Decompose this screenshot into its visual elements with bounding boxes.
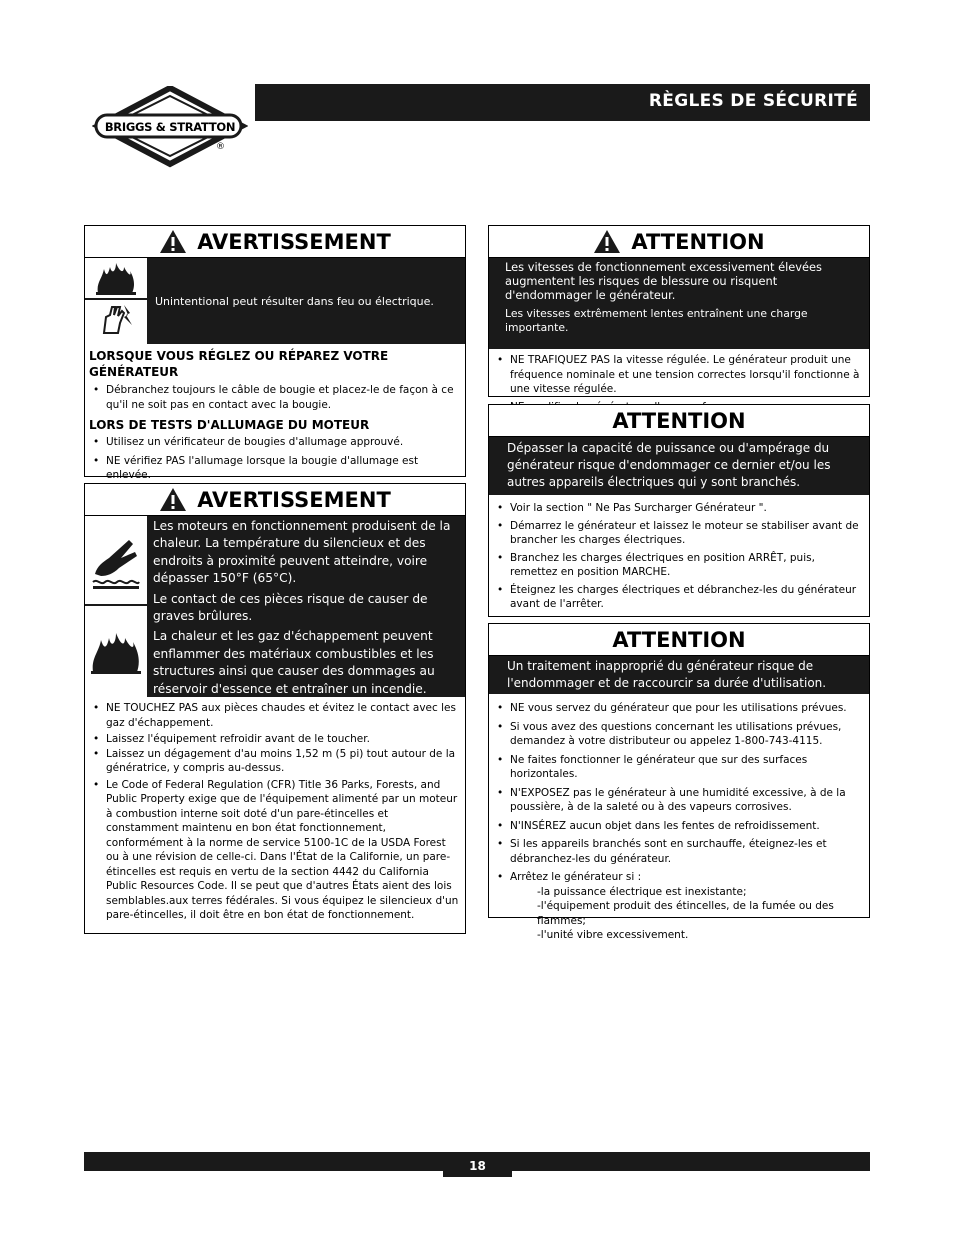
brand-name: BRIGGS & STRATTON [104, 120, 236, 134]
caution-title: ATTENTION [612, 627, 746, 652]
warning-triangle-icon [159, 487, 187, 512]
caution-hazard-panel [489, 437, 869, 495]
list-item: • Si les appareils branchés sont en surchauffe, éteignez-les et débranchez-les du générateur. [493, 837, 865, 866]
caution-hazard-panel [489, 656, 869, 694]
page-number: 18 [443, 1152, 512, 1177]
hazard-paragraph: Les vitesses de fonctionnement excessivement élevées augmentent les risques de blessure ou risquent d'endommager le générateur. [505, 260, 822, 302]
list-item: • NE vérifiez PAS l'allumage lorsque la bougie d'allumage est enlevée. [89, 454, 461, 483]
warning-title-bar [85, 226, 465, 258]
brand-logo [92, 86, 248, 168]
list-item: • Laissez un dégagement d'au moins 1,52 m (5 pi) tout autour de la génératrice, y compris au-dessus. [89, 747, 461, 776]
caution-box-speed [488, 225, 870, 397]
fire-icon [85, 258, 149, 300]
list-item: • NE TRAFIQUEZ PAS la vitesse régulée. Le générateur produit une fréquence nominale et une tension correctes lorsqu'il fonctionne à une vitesse régulée. [493, 353, 865, 397]
bullet-list [89, 383, 461, 412]
caution-title-bar [489, 226, 869, 258]
list-item: • N'INSÉREZ aucun objet dans les fentes de refroidissement. [493, 819, 865, 834]
list-item: • Laissez l'équipement refroidir avant de le toucher. [89, 732, 461, 747]
warning-title: AVERTISSEMENT [197, 229, 391, 254]
bullet-list [489, 495, 869, 612]
warning-box-heat [84, 483, 466, 934]
hazard-paragraph: Un traitement inapproprié du générateur risque de l'endommager et de raccourcir sa durée d'utilisation. [507, 659, 827, 690]
warning-hazard-panel [85, 258, 465, 344]
caution-title-bar [489, 624, 869, 656]
caution-title-bar [489, 405, 869, 437]
sub-item: -l'unité vibre excessivement. [537, 929, 689, 941]
list-item: • Branchez les charges électriques en position ARRÊT, puis, remettez en position MARCHE. [493, 551, 865, 580]
list-item: • Débranchez toujours le câble de bougie et placez-le de façon à ce qu'il ne soit pas en contact avec la bougie. [89, 383, 461, 412]
caution-title: ATTENTION [631, 229, 765, 254]
hazard-paragraph: Les moteurs en fonctionnement produisent de la chaleur. La température du silencieux et des endroits à proximité peuvent atteindre, voire dépasser 150°F (65°C). [153, 519, 451, 586]
list-item: • Utilisez un vérificateur de bougies d'allumage approuvé. [89, 435, 461, 450]
caution-box-overload [488, 404, 870, 617]
bullet-list [85, 697, 465, 923]
list-item: • Éteignez les charges électriques et débranchez-les du générateur avant de l'arrêter. [493, 583, 865, 612]
hazard-paragraph: Les vitesses extrêmement lentes entraînent une charge importante. [505, 307, 808, 334]
list-item: • Ne faites fonctionner le générateur que sur des surfaces horizontales. [493, 753, 865, 782]
hazard-message: Unintentional peut résulter dans feu ou électrique. [155, 294, 434, 308]
bullet-list [89, 435, 461, 483]
hazard-paragraph: Dépasser la capacité de puissance ou d'ampérage du générateur risque d'endommager ce dernier et/ou les autres appareils électriques qui y sont branchés. [507, 441, 831, 489]
list-item: • N'EXPOSEZ pas le générateur à une humidité excessive, à de la poussière, à de la saleté ou à des vapeurs corrosives. [493, 786, 865, 815]
list-item: • Le Code of Federal Regulation (CFR) Title 36 Parks, Forests, and Public Property exige que de l'équipement alimenté par un moteur à combustion interne soit doté d'un pare-étincelles et constamment maintenu en bon état fonctionnement, conformément à la norme de service 5100-1C de la USDA Forest ou à une révision de celle-ci. Dans l'État de la Californie, un pare-étincelles est requis en vertu de la section 4442 du California Public Resources Code. Il se peut que d'autres États aient des lois semblables.aux terres fédérales. Si vous équipez le silencieux d'un pare-étincelles, il doit être en bon état de fonctionnement. [89, 778, 461, 923]
fire-icon [85, 606, 149, 697]
sub-item: -la puissance électrique est inexistante; [537, 885, 747, 898]
list-item: • Arrêtez le générateur si : [493, 870, 865, 885]
hot-surface-icon [85, 516, 149, 606]
header-bar [255, 84, 870, 121]
warning-title-bar [85, 484, 465, 516]
electric-shock-icon [85, 300, 149, 344]
bullet-list [489, 694, 869, 885]
warning-triangle-icon [593, 229, 621, 254]
hazard-paragraph: Le contact de ces pièces risque de causer de graves brûlures. [153, 591, 428, 624]
caution-hazard-panel [489, 258, 869, 349]
list-item: • Si vous avez des questions concernant les utilisations prévues, demandez à votre distributeur ou appelez 1-800-743-4115. [493, 720, 865, 749]
sub-item: -l'équipement produit des étincelles, de la fumée ou des flammes; [537, 900, 834, 927]
list-item: • Démarrez le générateur et laissez le moteur se stabiliser avant de brancher les charges électriques. [493, 519, 865, 548]
hazard-paragraph: La chaleur et les gaz d'échappement peuvent enflammer des matériaux combustibles et les structures ainsi que causer des dommages au réservoir d'essence et entraîner un incendie. [153, 629, 435, 696]
list-item: • Voir la section " Ne Pas Surcharger Générateur ". [493, 501, 865, 516]
registered-mark: ® [216, 142, 225, 152]
warning-box-ignition [84, 225, 466, 481]
warning-triangle-icon [159, 229, 187, 254]
section-heading: LORSQUE VOUS RÉGLEZ OU RÉPAREZ VOTRE GÉNÉRATEUR [89, 349, 389, 379]
list-item: • NE vous servez du générateur que pour les utilisations prévues. [493, 701, 865, 716]
page-title: RÈGLES DE SÉCURITÉ [648, 91, 858, 111]
warning-title: AVERTISSEMENT [197, 487, 391, 512]
list-item: • NE TOUCHEZ PAS aux pièces chaudes et évitez le contact avec les gaz d'échappement. [89, 701, 461, 730]
caution-title: ATTENTION [612, 408, 746, 433]
warning-hazard-panel [85, 516, 465, 697]
caution-box-handling [488, 623, 870, 941]
section-heading: LORS DE TESTS D'ALLUMAGE DU MOTEUR [89, 418, 370, 432]
